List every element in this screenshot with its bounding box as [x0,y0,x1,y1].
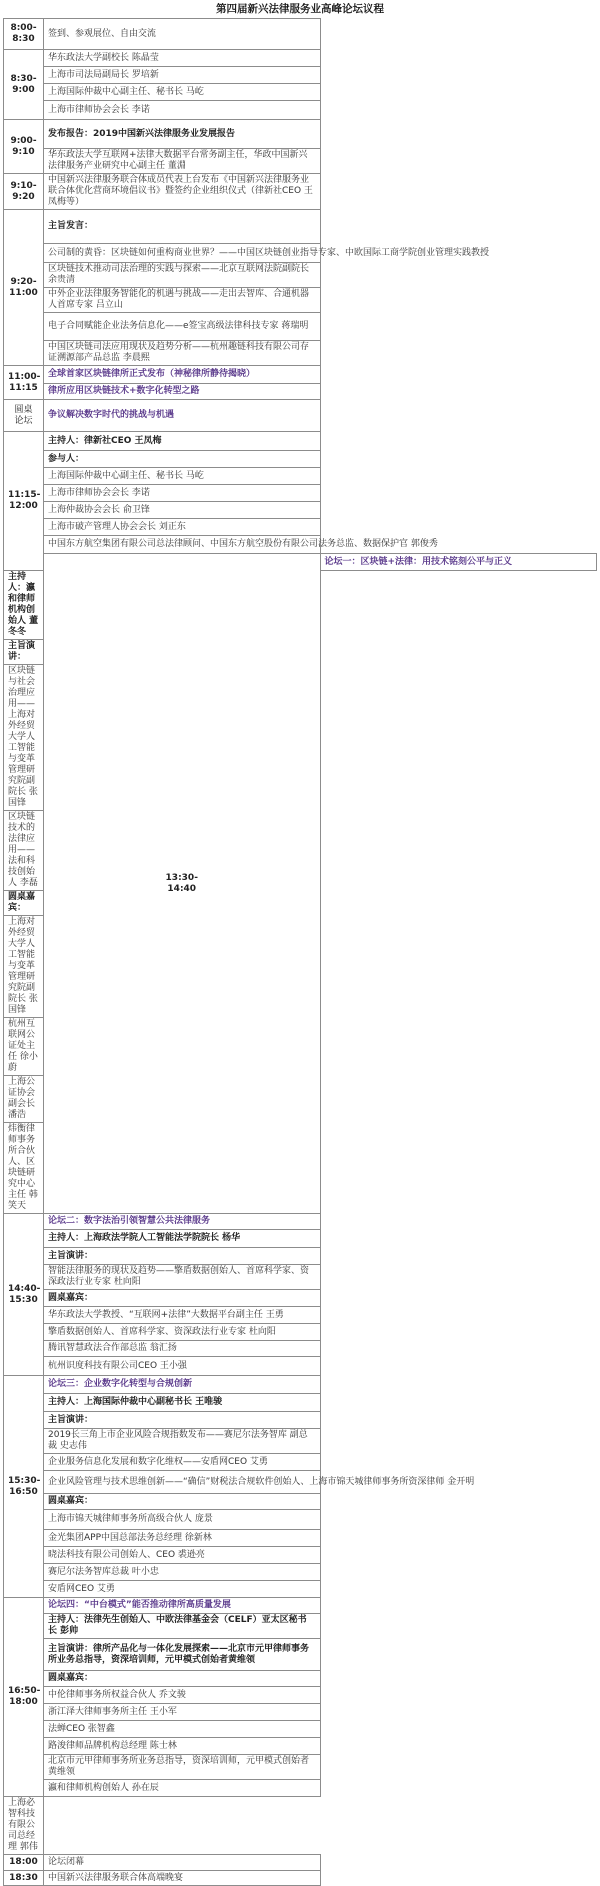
agenda-item: 上海仲裁协会会长 俞卫锋 [44,502,321,519]
time-label: 16:50 [9,1486,38,1497]
agenda-item: 圆桌嘉宾： [44,1494,321,1510]
time-label: 12:00 [9,501,38,511]
agenda-row [4,1307,597,1324]
agenda-item: 智能法律服务的现状及趋势——擎盾数据创始人、首席科学家、资深政法行业专家 杜向阳 [44,1265,321,1290]
agenda-item: 主旨演讲： [44,1412,321,1429]
agenda-item: 上海必智科技有限公司总经理 郭伟 [4,1797,44,1855]
agenda-row [4,1639,597,1671]
agenda-row [4,536,597,554]
time-cell [4,1214,44,1376]
agenda-row [4,1510,597,1530]
agenda-row [4,1454,597,1471]
agenda-item: 中国东方航空集团有限公司总法律顾问、中国东方航空股份有限公司法务总监、数据保护官 郭俊秀 [44,536,321,554]
agenda-row [4,1530,597,1547]
agenda-item: 全球首家区块链律所正式发布（神秘律所静待揭晓） [44,366,321,384]
agenda-item: 擎盾数据创始人、首席科学家、资深政法行业专家 杜向阳 [44,1324,321,1341]
agenda-row [4,1704,597,1721]
agenda-item: 北京市元甲律师事务所业务总指导，资深培训师，元甲模式创始者 黄维领 [44,1755,321,1780]
agenda-row [4,120,597,149]
agenda-row [4,210,597,244]
agenda-row [4,174,597,210]
agenda-item: 企业风险管理与技术思维创新——“确信”财税法合规软件创始人、上海市锦天城律师事务所资深律师 金开明 [44,1471,321,1494]
agenda-row [4,1341,597,1357]
agenda-item: 主旨演讲：律所产品化与一体化发展探索——北京市元甲律师事务所业务总指导，资深培训师，元甲模式创始者黄维领 [44,1639,321,1671]
agenda-row [4,1324,597,1341]
agenda-row [4,554,597,571]
agenda-item: 主持人：律新社CEO 王凤梅 [44,432,321,451]
time-cell [4,366,44,400]
agenda-item: 发布报告：2019中国新兴法律服务业发展报告 [44,120,321,149]
agenda-row [4,384,597,400]
time-cell [4,1871,44,1886]
agenda-row [4,313,597,341]
time-label: 11:15 [9,382,38,393]
agenda-row [4,1471,597,1494]
agenda-row [4,1614,597,1639]
agenda-row [4,1376,597,1394]
agenda-item: 主持人：上海国际仲裁中心副秘书长 王唯骏 [44,1394,321,1412]
time-label: 9:00- [10,135,37,146]
agenda-item: 华东政法大学教授、“互联网+法律”大数据平台副主任 王勇 [44,1307,321,1324]
agenda-row [4,432,597,451]
agenda-item: 赛尼尔法务智库总裁 叶小忠 [44,1564,321,1581]
agenda-item: 法蝉CEO 张智鑫 [44,1721,321,1738]
agenda-item: 金光集团APP中国总部法务总经理 徐新林 [44,1530,321,1547]
time-cell [4,120,44,174]
agenda-item: 主旨演讲： [44,1248,321,1265]
agenda-row [4,1564,597,1581]
agenda-item: 争议解决数字时代的挑战与机遇 [44,400,321,432]
agenda-row [4,1797,597,1855]
time-label: 15:30 [9,1294,38,1305]
agenda-row [4,1494,597,1510]
agenda-item: 华东政法大学互联网+法律大数据平台常务副主任，华政中国新兴法律服务产业研究中心副主任 董淵 [44,149,321,174]
agenda-row [4,288,597,313]
agenda-item: 华东政法大学副校长 陈晶莹 [44,50,321,67]
agenda-item: 上海公证协会副会长 潘浩 [4,1076,44,1123]
agenda-item: 浙江泽大律师事务所主任 王小军 [44,1704,321,1721]
agenda-item: 中国区块链司法应用现状及趋势分析——杭州趣链科技有限公司存证溯源部产品总监 李晨熙 [44,341,321,366]
agenda-item: 中国新兴法律服务联合体成员代表上台发布《中国新兴法律服务业联合体优化营商环境倡议书》暨签约企业组织仪式（律新社CEO 王凤梅等） [44,174,321,210]
agenda-item: 上海市律师协会会长 李诺 [44,101,321,120]
agenda-row [4,1412,597,1429]
time-label: 11:15- [8,490,41,500]
time-label: 18:00 [9,1697,38,1707]
time-cell [44,554,321,1214]
time-label: 9:20 [12,191,35,202]
time-cell [4,1598,44,1797]
page-title: 第四届新兴法律服务业高峰论坛议程 [216,3,384,15]
time-cell [4,174,44,210]
agenda-row [4,1290,597,1307]
agenda-item: 签到、参观展位、自由交流 [44,19,321,50]
agenda-row [4,1248,597,1265]
agenda-row [4,400,597,432]
agenda-item: 中国新兴法律服务联合体高端晚宴 [44,1871,321,1886]
time-label: 9:00 [12,84,35,95]
time-label: 14:40- [8,1283,41,1294]
agenda-item: 企业服务信息化发展和数字化维权——安盾网CEO 艾勇 [44,1454,321,1471]
agenda-item: 律所应用区块链技术+数字化转型之路 [44,384,321,400]
time-cell [4,400,44,432]
agenda-item: 主旨发言： [44,210,321,244]
agenda-row [4,366,597,384]
agenda-item: 公司制的黄昏：区块链如何重构商业世界？——中国区块链创业指导专家、中欧国际工商学院创业管理实践教授 [44,244,321,263]
time-label: 18:00 [9,1857,38,1867]
agenda-row [4,485,597,502]
time-cell [4,19,44,50]
time-label: 9:10 [12,146,35,157]
time-cell [4,1376,44,1598]
agenda-row [4,1547,597,1564]
agenda-row [4,1671,597,1687]
time-label: 13:30- [165,872,198,883]
agenda-row [4,451,597,468]
agenda-row [4,1738,597,1755]
agenda-item: 区块链技术推动司法治理的实践与探索——北京互联网法院副院长 余贵清 [44,263,321,288]
agenda-row [4,1265,597,1290]
agenda-item: 安盾网CEO 艾勇 [44,1581,321,1598]
agenda-row [4,1780,597,1797]
agenda-row [4,519,597,536]
agenda-table [3,18,597,1886]
agenda-item: 上海国际仲裁中心副主任、秘书长 马屹 [44,468,321,485]
agenda-item: 路浚律师品牌机构总经理 陈士林 [44,1738,321,1755]
time-label: 圆桌 [14,404,33,415]
agenda-row [4,1871,597,1886]
time-cell [4,50,44,120]
agenda-row [4,244,597,263]
time-label: 15:30- [8,1475,41,1486]
agenda-item: 圆桌嘉宾： [44,1671,321,1687]
time-label: 论坛 [14,415,33,426]
agenda-item: 论坛闭幕 [44,1855,321,1871]
time-label: 9:10- [10,180,37,191]
agenda-item: 论坛三：企业数字化转型与合规创新 [44,1376,321,1394]
agenda-item: 主持人：法律先生创始人、中欧法律基金会（CELF）亚太区秘书长 彭帅 [44,1614,321,1639]
agenda-row [4,1598,597,1614]
agenda-row [4,50,597,67]
time-label: 11:00- [8,371,41,382]
agenda-row [4,1855,597,1871]
agenda-item: 上海对外经贸大学人工智能与变革管理研究院副院长 张国锋 [4,916,44,1018]
time-label: 8:00- [10,23,37,33]
agenda-row [4,19,597,50]
agenda-row [4,1721,597,1738]
time-cell [4,210,44,366]
time-cell [4,432,44,571]
agenda-item: 中外企业法律服务智能化的机遇与挑战——走出去智库、合通机器人首席专家 吕立山 [44,288,321,313]
agenda-row [4,1429,597,1454]
agenda-item: 晓法科技有限公司创始人、CEO 裘逊亮 [44,1547,321,1564]
agenda-row [4,263,597,288]
time-label: 8:30 [12,34,35,44]
agenda-item: 炜衡律师事务所合伙人、区块链研究中心主任 韩笑天 [4,1123,44,1214]
agenda-row [4,1230,597,1248]
agenda-item: 2019长三角上市企业风险合规指数发布——赛尼尔法务智库 副总裁 史志伟 [44,1429,321,1454]
agenda-row [4,1357,597,1376]
agenda-row [4,341,597,366]
agenda-row [4,149,597,174]
agenda-item: 参与人： [44,451,321,468]
agenda-row [4,502,597,519]
agenda-row [4,1755,597,1780]
agenda-row [4,1687,597,1704]
agenda-item: 杭州互联网公证处主任 徐小蔚 [4,1018,44,1076]
agenda-item: 电子合同赋能企业法务信息化——e签宝高级法律科技专家 蒋瑞明 [44,313,321,341]
time-cell [4,1855,44,1871]
time-label: 9:20- [10,276,37,287]
agenda-item: 腾讯智慧政法合作部总监 翁汇扬 [44,1341,321,1357]
time-label: 8:30- [10,73,37,84]
agenda-item: 杭州识度科技有限公司CEO 王小强 [44,1357,321,1376]
agenda-row [4,1214,597,1230]
agenda-row [4,1581,597,1598]
agenda-item: 上海市律师协会会长 李诺 [44,485,321,502]
agenda-item: 主持人：上海政法学院人工智能法学院院长 杨华 [44,1230,321,1248]
agenda-item: 中伦律师事务所权益合伙人 乔文骏 [44,1687,321,1704]
time-label: 18:30 [9,1872,38,1883]
agenda-item: 上海市司法局副局长 罗培新 [44,67,321,84]
time-label: 16:50- [8,1686,41,1696]
agenda-item: 圆桌嘉宾： [4,891,44,916]
agenda-item: 上海市破产管理人协会会长 刘正东 [44,519,321,536]
agenda-item: 上海市锦天城律师事务所高级合伙人 庞景 [44,1510,321,1530]
agenda-item: 主旨演讲： [4,640,44,665]
agenda-row [4,67,597,84]
agenda-item: 论坛二：数字法治引领智慧公共法律服务 [44,1214,321,1230]
agenda-item: 论坛四：“中台模式”能否推动律所高质量发展 [44,1598,321,1614]
agenda-row [4,468,597,485]
agenda-item: 主持人：瀛和律师机构创始人 董冬冬 [4,571,44,640]
agenda-item: 论坛一：区块链+法律：用技术铭刻公平与正义 [320,554,597,571]
agenda-row [4,84,597,101]
agenda-item: 区块链技术的法律应用——法和科技创始人 李磊 [4,811,44,891]
agenda-item: 瀛和律师机构创始人 孙在辰 [44,1780,321,1797]
agenda-row [4,1394,597,1412]
time-label: 14:40 [167,883,197,894]
agenda-item: 区块链与社会治理应用——上海对外经贸大学人工智能与变革管理研究院副院长 张国锋 [4,665,44,811]
agenda-item: 上海国际仲裁中心副主任、秘书长 马屹 [44,84,321,101]
time-label: 11:00 [9,287,38,298]
agenda-item: 圆桌嘉宾： [44,1290,321,1307]
agenda-row [4,101,597,120]
